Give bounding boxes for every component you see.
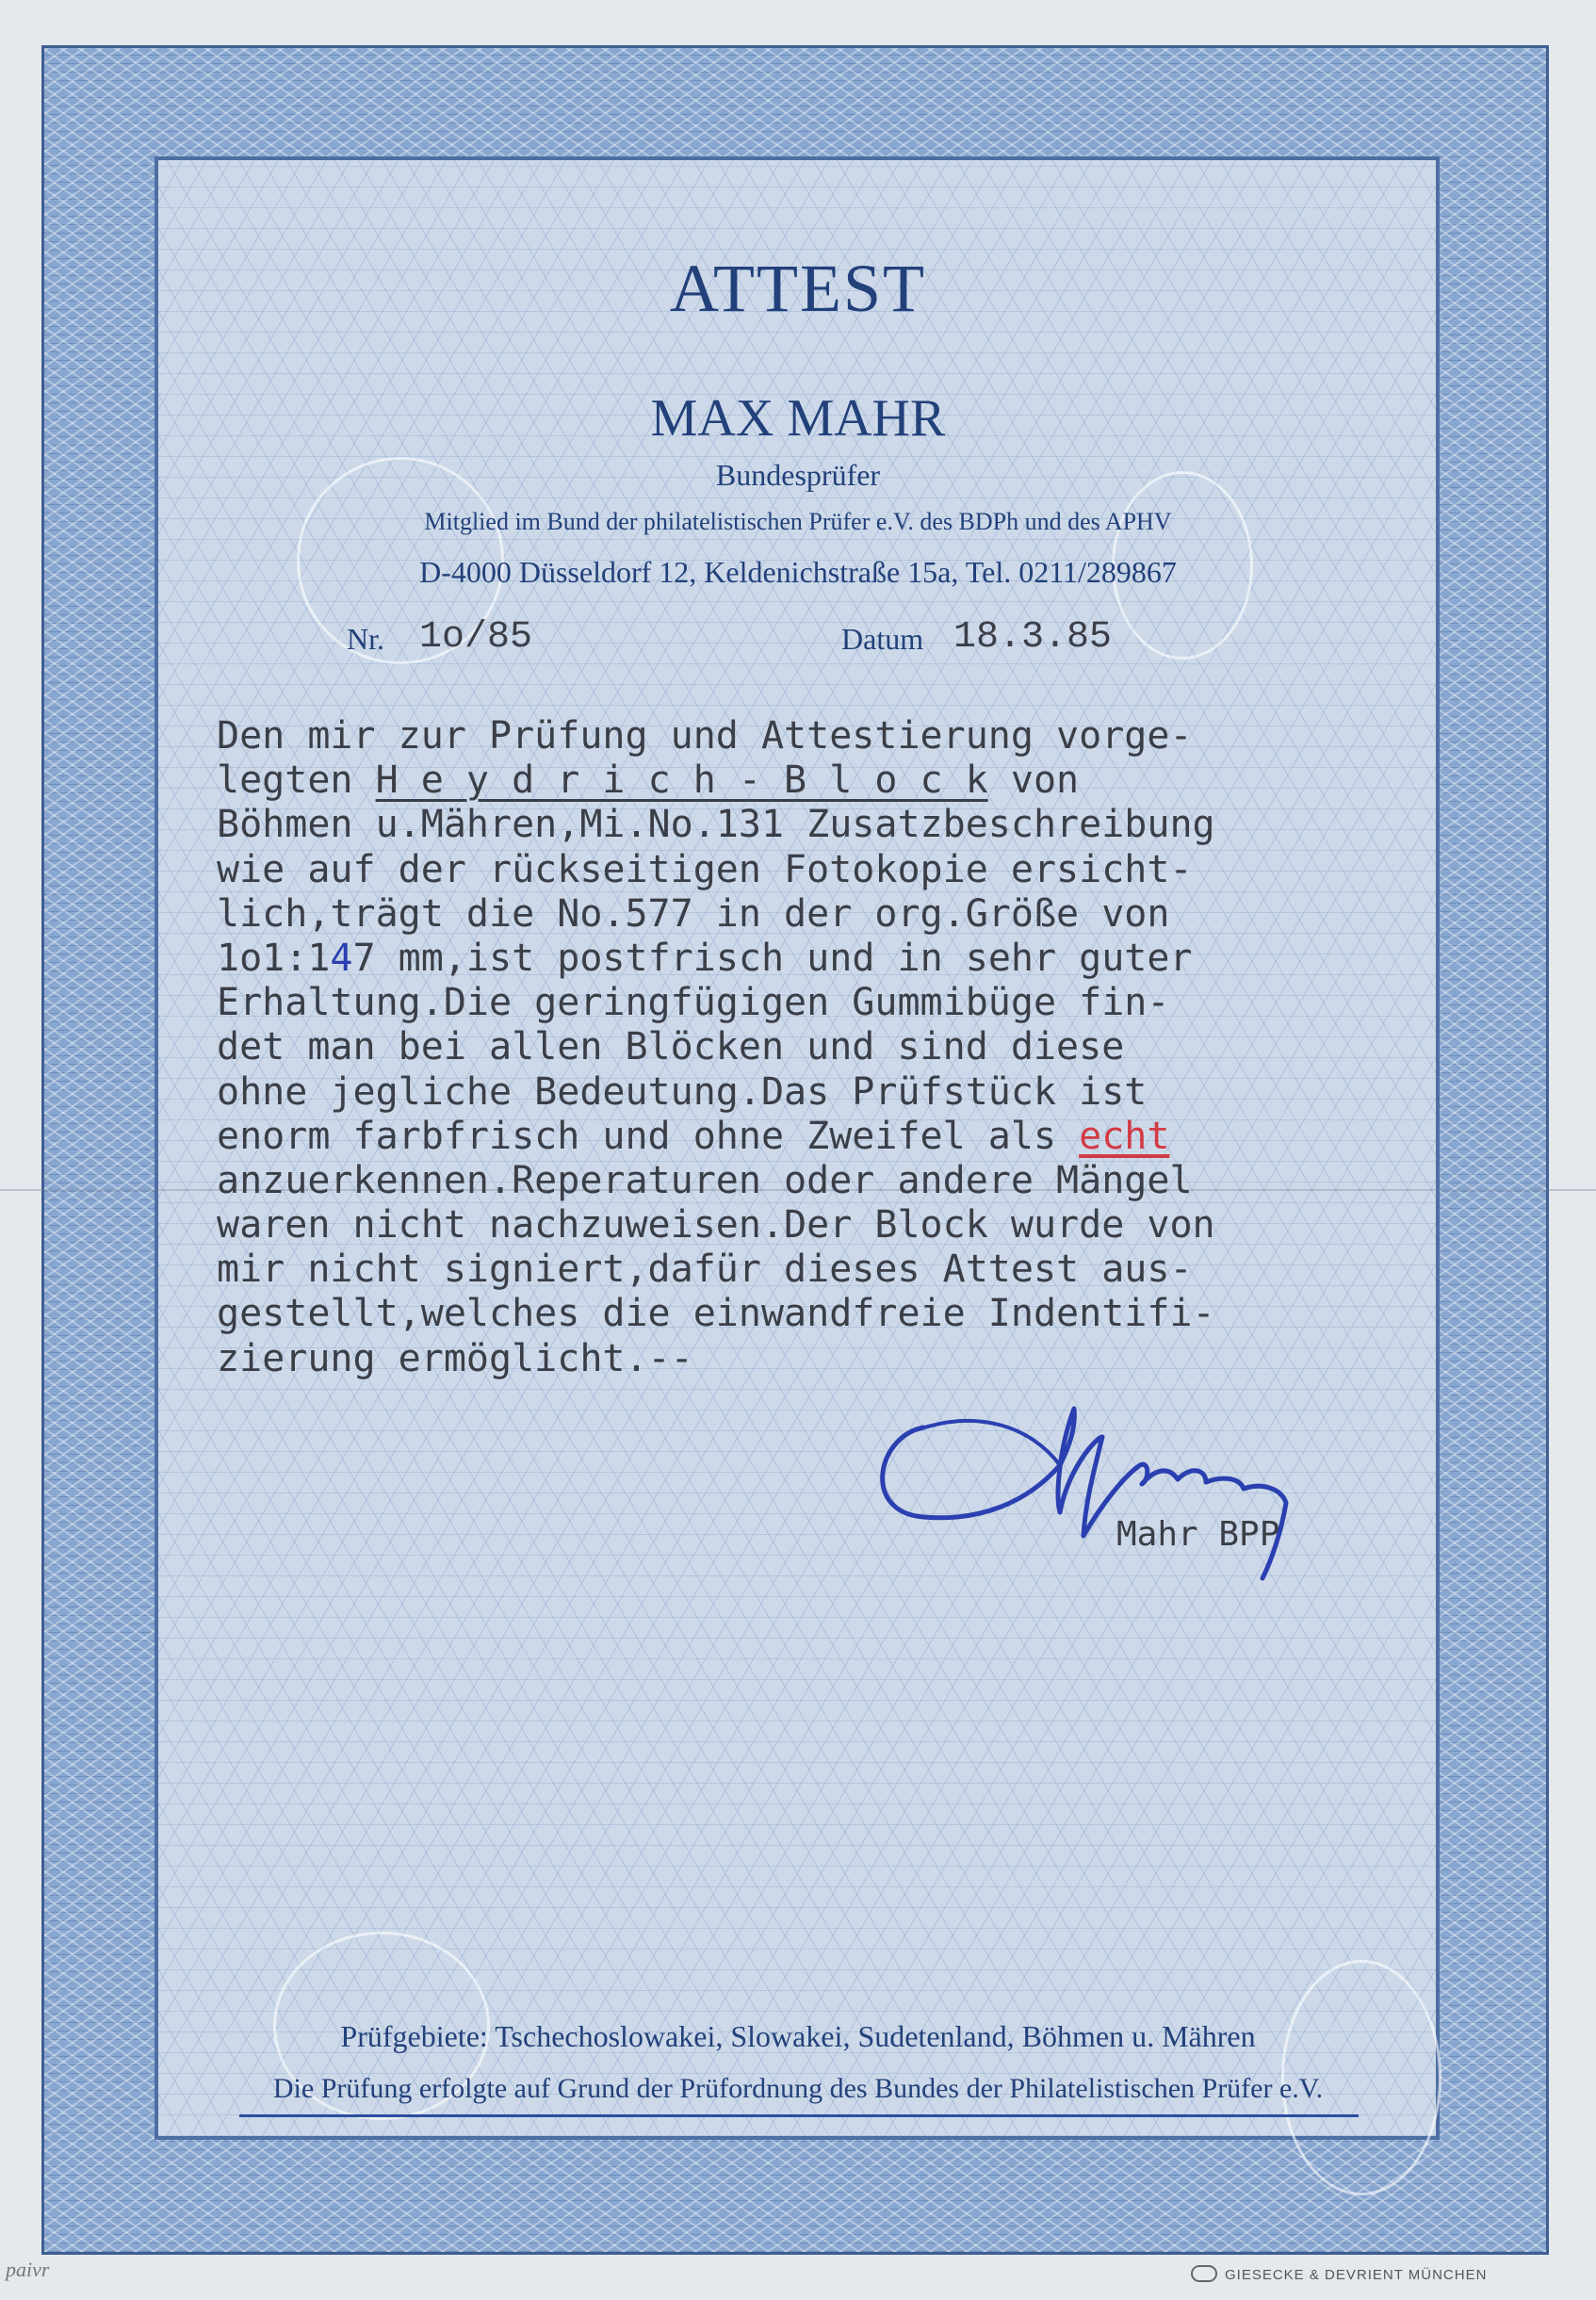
examination-rules: Die Prüfung erfolgte auf Grund der Prüfordnung des Bundes der Philatelistischen Prüfer e.V. [272,2073,1324,2104]
footer-rule [239,2114,1359,2117]
body-line: Böhmen u.Mähren,Mi.No.131 Zusatzbeschreibung [217,803,1215,847]
body-line: ohne jegliche Bedeutung.Das Prüfstück ist [217,1069,1148,1114]
examiner-role: Bundesprüfer [715,458,881,492]
examiner-name: MAX MAHR [650,389,946,448]
handwritten-signature [867,1371,1394,1588]
certificate-number: 1o/85 [419,616,533,659]
address-line: D-4000 Düsseldorf 12, Keldenichstraße 15a, Tel. 0211/289867 [419,555,1177,589]
body-line: det man bei allen Blöcken und sind diese [217,1025,1125,1069]
body-line: lich,trägt die No.577 in der org.Größe von [217,891,1170,936]
printer-imprint: GIESECKE & DEVRIENT MÜNCHEN [1225,2267,1488,2283]
body-line: anzuerkennen.Reperaturen oder andere Mängel [217,1158,1193,1202]
certificate-body [217,714,1479,1381]
body-line: waren nicht nachzuweisen.Der Block wurde von [217,1203,1215,1248]
handwritten-correction: 4 [330,936,353,980]
body-line: 1o1:147 mm,ist postfrisch und in sehr guter [217,936,1193,980]
body-line: legten H e y d r i c h - B l o c k von [217,759,1080,803]
block-name: H e y d r i c h - B l o c k [375,759,988,803]
certificate-date: 18.3.85 [953,616,1113,659]
typed-signature: Mahr BPP [1116,1515,1280,1554]
body-line: Den mir zur Prüfung und Attestierung vorge- [217,714,1193,758]
membership-line: Mitglied im Bund der philatelistischen Prüfer e.V. des BDPh und des APHV [424,508,1172,535]
body-line: zierung ermöglicht.-- [217,1336,693,1380]
margin-note: paivr [6,2258,50,2281]
genuine-mark: echt [1079,1114,1170,1158]
body-line: enorm farbfrisch und ohne Zweifel als echt [217,1114,1170,1158]
date-label: Datum [841,622,924,656]
body-line: mir nicht signiert,dafür dieses Attest aus- [217,1248,1193,1292]
body-line: gestellt,welches die einwandfreie Indentifi- [217,1292,1215,1336]
number-label: Nr. [347,622,384,656]
body-line: Erhaltung.Die geringfügigen Gummibüge fin- [217,981,1170,1025]
body-line: wie auf der rückseitigen Fotokopie ersicht- [217,847,1193,891]
examination-areas: Prüfgebiete: Tschechoslowakei, Slowakei, Sudetenland, Böhmen u. Mähren [340,2019,1256,2053]
certificate-title: ATTEST [670,251,926,326]
printer-logo-icon [1191,2265,1217,2282]
